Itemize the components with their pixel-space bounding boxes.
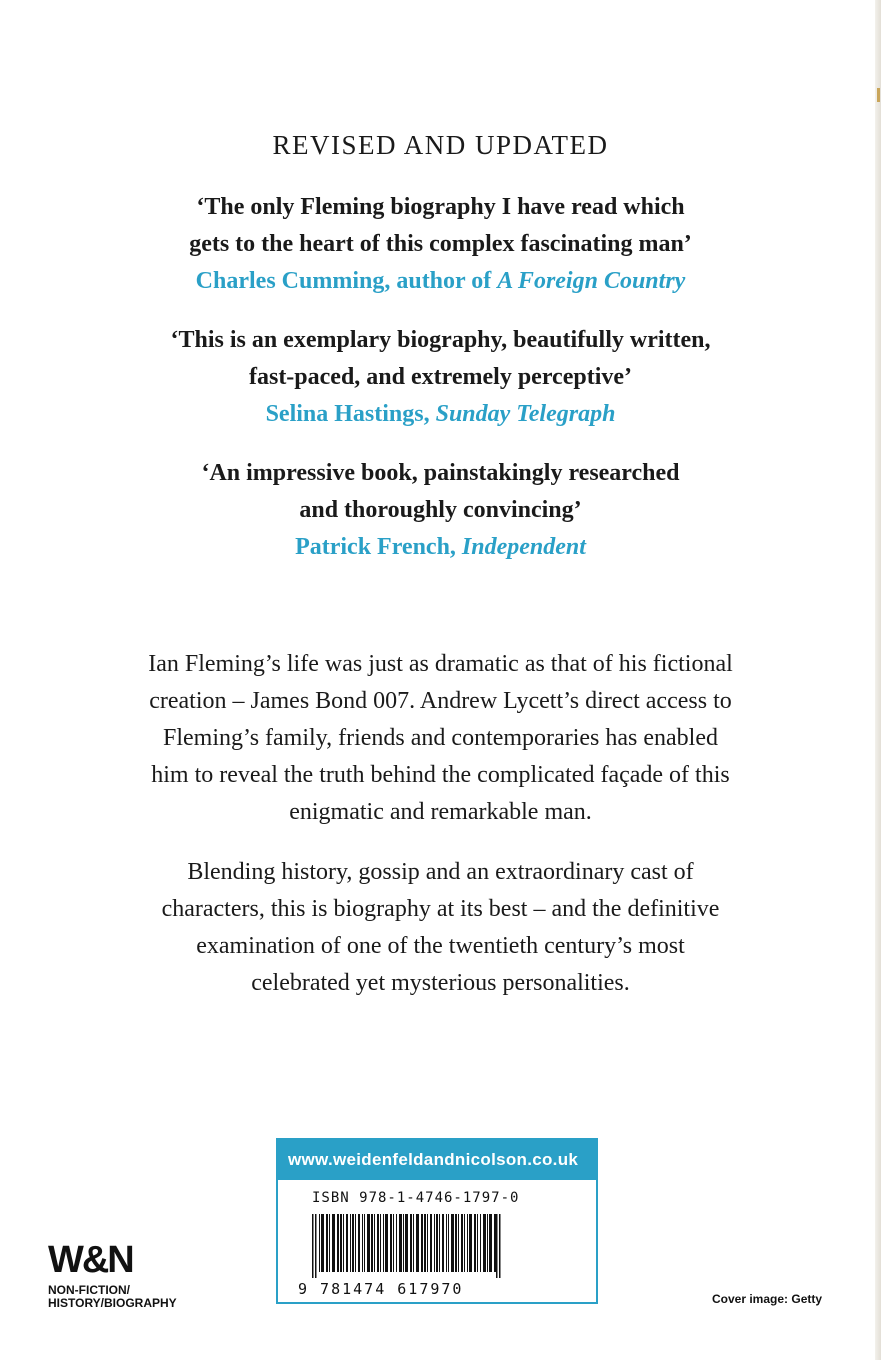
barcode-bar	[416, 1214, 419, 1272]
attribution-source: Sunday Telegraph	[435, 401, 616, 427]
blurb-line: Fleming’s family, friends and contemporaries has enabled	[163, 725, 718, 751]
barcode-bar	[442, 1214, 444, 1272]
blurb-line: characters, this is biography at its best – and the definitive	[161, 896, 720, 922]
publisher-url: www.weidenfeldandnicolson.co.uk	[278, 1140, 596, 1180]
barcode-bar	[367, 1214, 370, 1272]
attribution-source: A Foreign Country	[497, 268, 686, 294]
category-line: NON-FICTION/	[48, 1283, 130, 1297]
barcode-bar	[464, 1214, 465, 1272]
cover-credit: Cover image: Getty	[712, 1292, 823, 1306]
edition-heading: REVISED AND UPDATED	[272, 130, 609, 160]
barcode-bar	[458, 1214, 459, 1272]
barcode-bar	[469, 1214, 472, 1272]
barcode-bar	[436, 1214, 438, 1272]
barcode	[312, 1214, 502, 1278]
quote-attribution	[0, 529, 881, 566]
attribution-author: Charles Cumming, author of	[195, 268, 498, 294]
barcode-bar	[467, 1214, 468, 1272]
barcode-bar	[364, 1214, 365, 1272]
barcode-bar	[352, 1214, 354, 1272]
barcode-bar	[455, 1214, 457, 1272]
barcode-bar	[483, 1214, 486, 1272]
barcode-bar	[319, 1214, 320, 1272]
barcode-bar	[337, 1214, 339, 1272]
publisher-logo	[48, 1240, 177, 1310]
barcode-bar	[494, 1214, 496, 1272]
attribution-author: Patrick French,	[295, 534, 462, 560]
barcode-bar	[489, 1214, 492, 1272]
barcode-bar	[405, 1214, 408, 1272]
barcode-bar	[321, 1214, 324, 1272]
barcode-bar	[451, 1214, 454, 1272]
attribution-author: Selina Hastings,	[265, 401, 436, 427]
blurb-line: enigmatic and remarkable man.	[289, 799, 592, 825]
barcode-bar	[340, 1214, 342, 1272]
barcode-bar	[424, 1214, 426, 1272]
barcode-bar	[380, 1214, 381, 1272]
barcode-bar	[427, 1214, 428, 1272]
barcode-bar	[439, 1214, 440, 1272]
blurb-line: examination of one of the twentieth century’s most	[196, 933, 685, 959]
isbn-box	[276, 1138, 598, 1304]
barcode-bar	[446, 1214, 447, 1272]
quote-line: ‘This is an exemplary biography, beautifully written,	[170, 327, 711, 353]
barcode-bar	[448, 1214, 449, 1272]
barcode-bar	[393, 1214, 394, 1272]
barcode-bar	[385, 1214, 388, 1272]
barcode-bar	[396, 1214, 397, 1272]
wn-logo-mark: W&N	[48, 1239, 133, 1281]
edge-mark	[877, 88, 880, 102]
barcode-bar	[421, 1214, 423, 1272]
quote-line: fast-paced, and extremely perceptive’	[248, 364, 632, 390]
quote-line: ‘An impressive book, painstakingly researched	[201, 460, 680, 486]
blurb-paragraph-1	[0, 646, 881, 831]
barcode-bar	[374, 1214, 375, 1272]
barcode-bar	[326, 1214, 328, 1272]
barcode-bar	[399, 1214, 402, 1272]
quote-attribution	[0, 396, 881, 433]
quote-line: ‘The only Fleming biography I have read which	[196, 194, 685, 220]
barcode-bar	[383, 1214, 384, 1272]
barcode-digits: 9 781474 617970	[298, 1280, 464, 1298]
barcode-bar	[346, 1214, 348, 1272]
barcode-bar	[343, 1214, 344, 1272]
barcode-bar	[377, 1214, 379, 1272]
barcode-bar	[350, 1214, 351, 1272]
barcode-guard	[312, 1214, 314, 1278]
barcode-bar	[390, 1214, 392, 1272]
category-line: HISTORY/BIOGRAPHY	[48, 1296, 177, 1310]
review-quote-3	[0, 455, 881, 566]
barcode-bar	[371, 1214, 373, 1272]
review-quote-1	[0, 189, 881, 300]
barcode-bar	[480, 1214, 481, 1272]
barcode-guard	[496, 1214, 498, 1278]
quote-line: and thoroughly convincing’	[299, 497, 582, 523]
blurb-line: him to reveal the truth behind the complicated façade of this	[151, 762, 730, 788]
review-quote-2	[0, 322, 881, 433]
blurb-line: celebrated yet mysterious personalities.	[251, 970, 630, 996]
category-label	[48, 1284, 177, 1310]
attribution-source: Independent	[461, 534, 586, 560]
blurb-line: creation – James Bond 007. Andrew Lycett’s direct access to	[149, 688, 732, 714]
blurb-line: Ian Fleming’s life was just as dramatic as that of his fictional	[148, 651, 733, 677]
barcode-bar	[403, 1214, 404, 1272]
quote-line: gets to the heart of this complex fascinating man’	[189, 231, 692, 257]
isbn-number: ISBN 978-1-4746-1797-0	[312, 1190, 520, 1206]
blurb-line: Blending history, gossip and an extraordinary cast of	[187, 859, 694, 885]
barcode-bar	[362, 1214, 363, 1272]
barcode-bar	[355, 1214, 356, 1272]
barcode-bar	[434, 1214, 435, 1272]
blurb-paragraph-2	[0, 854, 881, 1002]
barcode-bar	[410, 1214, 412, 1272]
barcode-bar	[487, 1214, 488, 1272]
barcode-bar	[413, 1214, 414, 1272]
barcode-bar	[430, 1214, 432, 1272]
barcode-bar	[477, 1214, 478, 1272]
barcode-bar	[358, 1214, 360, 1272]
barcode-guard	[499, 1214, 501, 1278]
barcode-bar	[461, 1214, 463, 1272]
barcode-bar	[329, 1214, 330, 1272]
barcode-guard	[315, 1214, 317, 1278]
barcode-bar	[332, 1214, 335, 1272]
barcode-bar	[474, 1214, 476, 1272]
quote-attribution	[0, 263, 881, 300]
